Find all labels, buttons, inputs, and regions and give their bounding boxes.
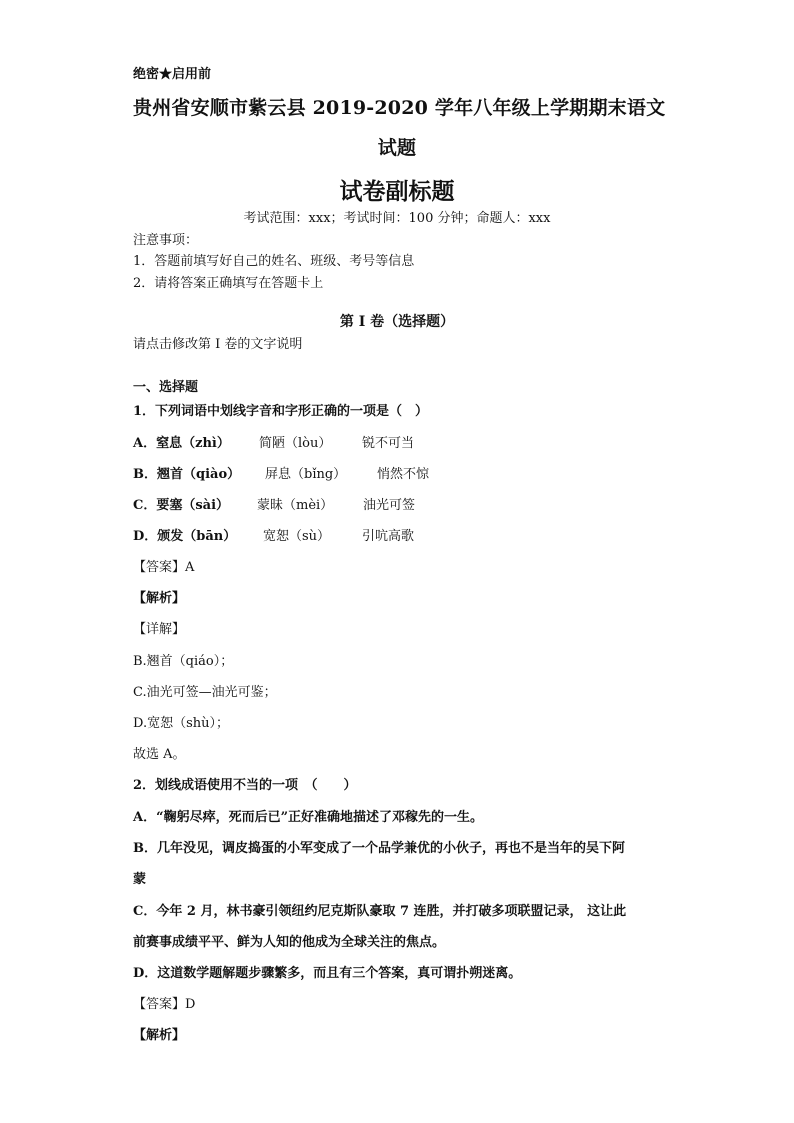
- section-heading: 一、选择题: [133, 380, 199, 395]
- q1-option-b-item-1: 翘首（qiào）: [157, 467, 241, 482]
- volume-title: 第 I 卷（选择题）: [339, 314, 455, 330]
- volume-desc: 请点击修改第 I 卷的文字说明: [133, 337, 303, 352]
- q2-option-b-line-1: B．几年没见，调皮捣蛋的小军变成了一个品学兼优的小伙子，再也不是当年的吴下阿: [133, 841, 625, 856]
- q1-detail-line-3: D.宽恕（shù）；: [133, 716, 230, 731]
- secret-label: 绝密★启用前: [133, 67, 212, 82]
- q1-option-a-item-1: 窒息（zhì）: [156, 436, 230, 451]
- exam-info: 考试范围：xxx；考试时间：100 分钟；命题人：xxx: [243, 211, 551, 226]
- paper-subtitle: 试卷副标题: [339, 178, 455, 205]
- q2-option-c-line-1: C．今年 2 月，林书豪引领纽约尼克斯队豪取 7 连胜，并打破多项联盟记录， 这让此: [133, 904, 627, 919]
- q1-option-c-item-1: 要塞（sài）: [156, 498, 230, 513]
- q1-option-b-item-2: 屏息（bǐng）: [265, 467, 347, 482]
- q2-analysis-label: 【解析】: [133, 1028, 186, 1043]
- q2-option-b-line-2: 蒙: [133, 872, 147, 887]
- q1-detail-line-1: B.翘首（qiáo）；: [133, 654, 234, 669]
- q1-option-d-item-2: 宽恕（sù）: [263, 529, 331, 544]
- q2-option-a: A．“鞠躬尽瘁，死而后已”正好准确地描述了邓稼先的一生。: [133, 810, 484, 825]
- title-line-2: 试题: [377, 137, 417, 159]
- q1-option-d-item-1: 颁发（bān）: [157, 529, 237, 544]
- q1-option-b: B．翘首（qiào） 屏息（bǐng） 悄然不惊: [133, 463, 257, 482]
- q1-option-a-item-2: 简陋（lòu）: [259, 436, 332, 451]
- q1-stem: 1．下列词语中划线字音和字形正确的一项是（ ）: [133, 404, 429, 419]
- q1-analysis-label: 【解析】: [133, 591, 186, 606]
- q1-option-b-item-3: 悄然不惊: [377, 467, 430, 482]
- q1-option-c-item-3: 油光可签: [363, 498, 416, 513]
- q1-option-c-item-2: 蒙昧（mèi）: [257, 498, 334, 513]
- q2-stem: 2．划线成语使用不当的一项 （ ）: [133, 778, 357, 793]
- q1-option-c: C．要塞（sài） 蒙昧（mèi） 油光可签: [133, 494, 256, 513]
- q1-option-d: D．颁发（bān） 宽恕（sù） 引吭高歌: [133, 525, 257, 544]
- q1-detail-line-4: 故选 A。: [133, 747, 186, 762]
- q2-answer: 【答案】D: [133, 997, 196, 1012]
- q2-option-c-line-2: 前赛事成绩平平、鲜为人知的他成为全球关注的焦点。: [133, 935, 446, 950]
- notice-item-2: 2．请将答案正确填写在答题卡上: [133, 276, 324, 291]
- q2-option-d: D．这道数学题解题步骤繁多，而且有三个答案，真可谓扑朔迷离。: [133, 966, 522, 981]
- q1-option-a: A．窒息（zhì） 简陋（lòu） 锐不可当: [133, 432, 256, 451]
- notice-heading: 注意事项：: [133, 233, 199, 248]
- q1-detail-label: 【详解】: [133, 622, 186, 637]
- title-line-1: 贵州省安顺市紫云县 2019-2020 学年八年级上学期期末语文: [133, 97, 666, 119]
- notice-item-1: 1．答题前填写好自己的姓名、班级、考号等信息: [133, 254, 415, 269]
- q1-option-a-item-3: 锐不可当: [362, 436, 415, 451]
- q1-detail-line-2: C.油光可签—油光可鉴；: [133, 685, 277, 700]
- q1-answer: 【答案】A: [133, 560, 195, 575]
- q1-option-d-item-3: 引吭高歌: [362, 529, 415, 544]
